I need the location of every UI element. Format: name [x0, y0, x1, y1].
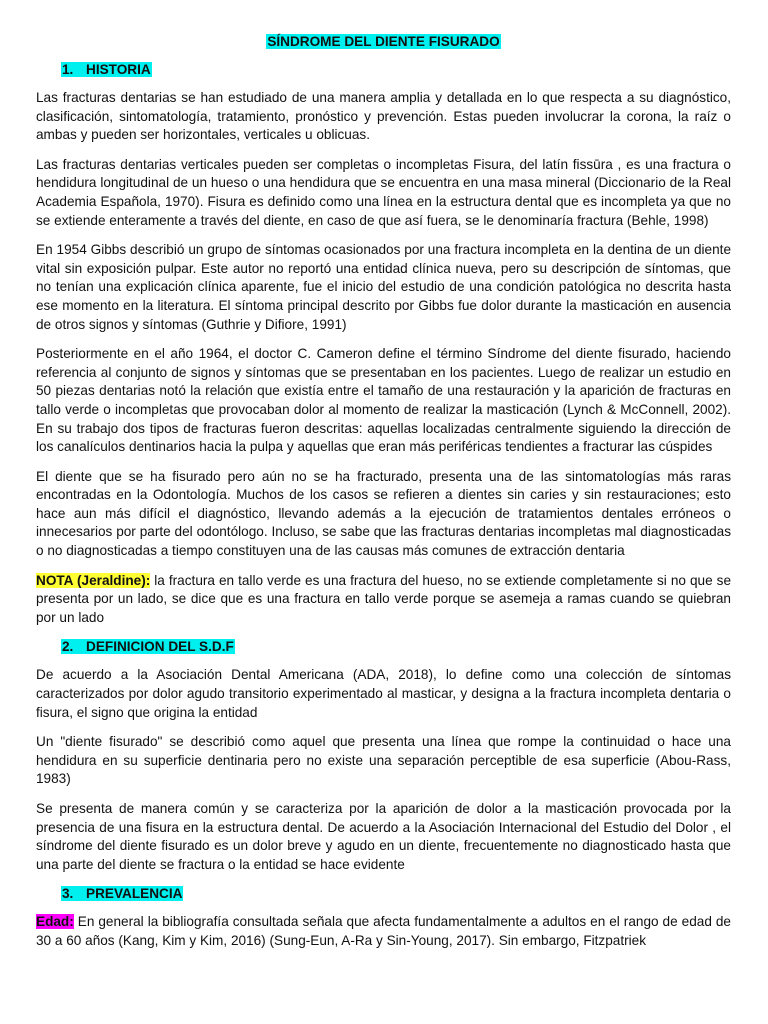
section-heading-highlight [61, 62, 152, 77]
document-title-text: SÍNDROME DEL DIENTE FISURADO [267, 34, 500, 49]
section-heading-prevalencia [61, 885, 731, 903]
paragraph: Las fracturas dentarias verticales pueden ser completas o incompletas Fisura, del latín fissūra , es una fractura o hendidura longitudinal de un hueso o una hendidura que se encuentra en una masa mineral (Diccionario de la Real Academia Española, 1970). Fisura es definido como una línea en la estructura dental que es incompleta ya que no se extiende enteramente a través del diente, en caso de que así fuera, se le denominaría fractura (Behle, 1998) [36, 156, 731, 228]
age-paragraph [36, 913, 731, 950]
note-text: la fractura en tallo verde es una fractura del hueso, no se extiende completamente si no que se presenta por un lado, se dice que es una fractura en tallo verde porque se asemeja a ramas cuando se quiebran por un lado [36, 572, 731, 625]
section-heading-historia [61, 61, 731, 79]
section-heading-highlight [61, 886, 183, 901]
section-title: PREVALENCIA [86, 886, 183, 902]
note-paragraph [36, 572, 731, 628]
paragraph: En 1954 Gibbs describió un grupo de síntomas ocasionados por una fractura incompleta en la dentina de un diente vital sin exposición pulpar. Este autor no reportó una entidad clínica nueva, pero su descripción de síntomas, que no tenían una explicación clínica aparente, fue el inicio del estudio de una condición patológica no descrita hasta ese momento en la literatura. El síntoma principal descrito por Gibbs fue dolor durante la masticación en ausencia de otros signos y síntomas (Guthrie y Difiore, 1991) [36, 242, 731, 332]
paragraph: Se presenta de manera común y se caracteriza por la aparición de dolor a la masticación provocada por la presencia de una fisura en la estructura dental. De acuerdo a la Asociación Internacional del Estudio del Dolor , el síndrome del diente fisurado es un dolor breve y agudo en un diente, frecuentemente no diagnosticado hasta que una parte del diente se fractura o la entidad se hace evidente [36, 801, 731, 872]
section-number: 1. [62, 62, 74, 77]
paragraph: Las fracturas dentarias se han estudiado de una manera amplia y detallada en lo que respecta a su diagnóstico, clasificación, sintomatología, tratamiento, pronóstico y prevención. Estas pueden involucrar la corona, la raíz o ambas y pueden ser horizontales, verticales u oblicuas. [36, 90, 731, 143]
section-title: HISTORIA [86, 62, 151, 77]
section-title: DEFINICION DEL S.D.F [86, 639, 234, 655]
paragraph: De acuerdo a la Asociación Dental Americana (ADA, 2018), lo define como una colección de síntomas caracterizados por dolor agudo transitorio experimentado al masticar, y designa a la fractura incompleta dentaria o fisura, el signo que origina la entidad [36, 667, 731, 720]
section-number: 3. [62, 886, 74, 902]
section-heading-highlight [61, 639, 235, 654]
paragraph: Un "diente fisurado" se describió como aquel que presenta una línea que rompe la continuidad o hace una hendidura en su superficie dentinaria pero no existe una separación perceptible de esa superficie (Abou-Rass, 1983) [36, 734, 731, 787]
paragraph: El diente que se ha fisurado pero aún no se ha fracturado, presenta una de las sintomatologías más raras encontradas en la Odontología. Muchos de los casos se refieren a dientes sin caries y sin restauraciones; esto hace aun más difícil el diagnóstico, llevando además a la ejecución de tratamientos dentales erróneos o innecesarios por parte del odontólogo. Incluso, se sabe que las fracturas dentarias incompletas mal diagnosticadas o no diagnosticadas a tiempo constituyen una de las causas más comunes de extracción dentaria [36, 468, 731, 559]
section-heading-definicion [61, 638, 731, 656]
age-label: Edad: [36, 914, 74, 930]
note-label: NOTA (Jeraldine): [36, 572, 151, 588]
age-text: En general la bibliografía consultada señala que afecta fundamentalmente a adultos en el rango de edad de 30 a 60 años (Kang, Kim y Kim, 2016) (Sung-Eun, A-Ra y Sin-Young, 2017). Sin embargo, Fitzpatriek [36, 914, 731, 948]
section-number: 2. [62, 639, 74, 655]
document-title [36, 33, 731, 51]
paragraph: Posteriormente en el año 1964, el doctor C. Cameron define el término Síndrome del diente fisurado, haciendo referencia al conjunto de signos y síntomas que se presentaban en los pacientes. Luego de realizar un estudio en 50 piezas dentarias notó la relación que existía entre el tamaño de una restauración y la aparición de fracturas en tallo verde o incompletas que provocaban dolor al momento de realizar la masticación (Lynch & McConnell, 2002). En su trabajo dos tipos de fracturas fueron descritas: aquellas localizadas centralmente siguiendo la dirección de los canalículos dentinarios hacia la pulpa y aquellas que eran más periféricas tendientes a fracturar las cúspides [36, 346, 731, 455]
